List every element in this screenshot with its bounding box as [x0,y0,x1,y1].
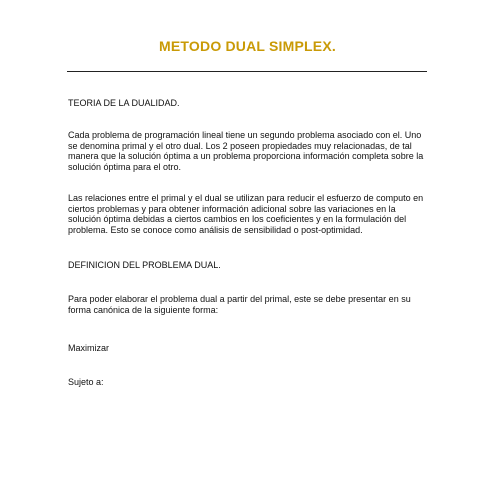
paragraph-canonical-form: Para poder elaborar el problema dual a partir del primal, este se debe presentar en su forma canónica de la siguiente forma: [68,294,411,315]
label-subject-to: Sujeto a: [68,377,104,387]
paragraph-primal-dual-relations: Las relaciones entre el primal y el dual se utilizan para reducir el esfuerzo de computo en ciertos problemas y para obtener información adicional sobre las variaciones en la solución óptima debidas a ciertos cambios en los coeficientes y en la formulación del problema. Esto se conoce como análisis de sensibilidad o post-optimidad. [68,193,424,235]
paragraph-duality-intro: Cada problema de programación lineal tiene un segundo problema asociado con el. Uno se denomina primal y el otro dual. Los 2 poseen propiedades muy relacionadas, de tal manera que la solución óptima a un problema proporciona información completa sobre la solución óptima para el otro. [68,130,424,172]
label-maximize: Maximizar [68,343,110,353]
section-heading-theory: TEORIA DE LA DUALIDAD. [68,98,180,108]
title-divider [67,71,427,72]
section-heading-definition: DEFINICION DEL PROBLEMA DUAL. [68,260,221,270]
document-title: METODO DUAL SIMPLEX. [159,38,336,54]
